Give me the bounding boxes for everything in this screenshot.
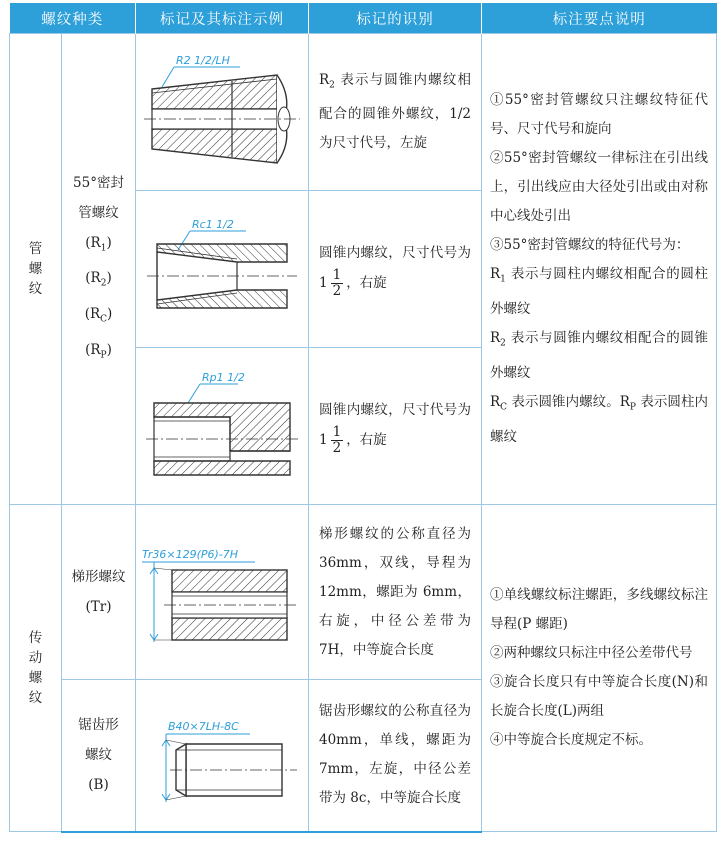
pipe-code-r2: $(R_2)$	[85, 270, 112, 289]
trapezoid-name: 梯形螺纹	[71, 569, 126, 585]
header-notes: 标注要点说明	[482, 3, 717, 34]
trans-label-2: B40×7LH-8C	[168, 720, 239, 734]
pipe-example-1	[136, 34, 309, 191]
pipe-label-2: Rc1 1/2	[192, 218, 234, 231]
header-example: 标记及其标注示例	[136, 3, 309, 34]
pipe-example-2	[136, 191, 309, 348]
trans-category: 传动螺纹	[28, 630, 43, 706]
pipe-note-5: $R_2$ 表示与圆锥内螺纹相配合的圆锥外螺纹	[490, 330, 708, 381]
buttress-code: (B)	[88, 777, 109, 794]
pipe-ident-2: 圆锥内螺纹，尺寸代号为1 $\frac{1}{2}$ ，右旋	[309, 191, 482, 348]
trans-note-1: ①单线螺纹标注螺距，多线螺纹标注导程(P 螺距)	[490, 587, 708, 632]
pipe-note-6: $R_C$ 表示圆锥内螺纹。$R_P$ 表示圆柱内螺纹	[490, 393, 708, 445]
tapered-internal-thread-drawing	[142, 204, 302, 334]
pipe-note-2: ②55°密封管螺纹一律标注在引出线上，引出线应由大径处引出或由对称中心线处引出	[490, 150, 708, 225]
fraction-one-half: $\frac{1}{2}$	[332, 267, 342, 299]
trans-note-4: ④中等旋合长度规定不标。	[490, 732, 652, 748]
trans-category-cell	[10, 505, 62, 832]
pipe-note-3: ③55°密封管螺纹的特征代号为：	[490, 237, 690, 254]
pipe-code-r1: $(R_1)$	[85, 234, 112, 254]
thread-table	[9, 3, 717, 833]
pipe-notes	[482, 34, 717, 505]
pipe-ident-3: 圆锥内螺纹，尺寸代号为1 $\frac{1}{2}$ ，右旋	[309, 348, 482, 505]
trapezoid-thread-drawing	[140, 522, 305, 662]
trans-note-2: ②两种螺纹只标注中径公差带代号	[490, 645, 693, 661]
pipe-note-1: ①55°密封管螺纹只注螺纹特征代号、尺寸代号和旋向	[490, 92, 708, 138]
trans-notes	[482, 505, 717, 832]
header-thread-type: 螺纹种类	[10, 3, 136, 34]
trans-note-3: ③旋合长度只有中等旋合长度(N)和长旋合长度(L)两组	[490, 674, 708, 719]
trapezoid-code: (Tr)	[85, 599, 112, 615]
pipe-subtype-cell	[62, 34, 136, 505]
pipe-code-rp: $(R_P)$	[85, 341, 112, 361]
cylindrical-internal-thread-drawing	[142, 361, 302, 491]
pipe-example-3	[136, 348, 309, 505]
pipe-label-1: R2 1/2/LH	[176, 54, 230, 67]
trans-example-2	[136, 680, 309, 832]
pipe-ident-1: $R_2$ 表示与圆锥内螺纹相配合的圆锥外螺纹，1/2 为尺寸代号，左旋	[309, 34, 482, 191]
pipe-row-1	[10, 34, 717, 191]
buttress-name1: 锯齿形	[78, 717, 119, 734]
buttress-name-cell	[62, 680, 136, 832]
pipe-subtype-name1: 55°密封	[73, 174, 124, 191]
pipe-note-4: $R_1$ 表示与圆柱内螺纹相配合的圆柱外螺纹	[490, 266, 708, 318]
pipe-label-3: Rp1 1/2	[202, 371, 245, 384]
pipe-subtype-name2: 管螺纹	[78, 204, 119, 221]
buttress-name2: 螺纹	[85, 747, 112, 764]
trans-ident-1: 梯形螺纹的公称直径为 36mm，双线，导程为 12mm，螺距为 6mm，右旋，中径公差带为 7H，中等旋合长度	[309, 505, 482, 680]
pipe-category: 管螺纹	[28, 241, 43, 297]
trans-ident-2: 锯齿形螺纹的公称直径为 40mm，单线，螺距为 7mm，左旋，中径公差带为 8c，中等旋合长度	[309, 680, 482, 832]
trapezoid-name-cell	[62, 505, 136, 680]
tapered-external-thread-drawing	[142, 47, 302, 177]
pipe-code-rc: $(R_C)$	[84, 306, 113, 325]
header-identification: 标记的识别	[309, 3, 482, 34]
trans-example-1	[136, 505, 309, 680]
pipe-category-cell	[10, 34, 62, 505]
buttress-thread-drawing	[142, 690, 302, 820]
fraction-one-half: $\frac{1}{2}$	[332, 424, 342, 456]
header-row	[10, 3, 717, 34]
trans-label-1: Tr36×129(P6)-7H	[141, 548, 238, 561]
trans-row-1	[10, 505, 717, 680]
